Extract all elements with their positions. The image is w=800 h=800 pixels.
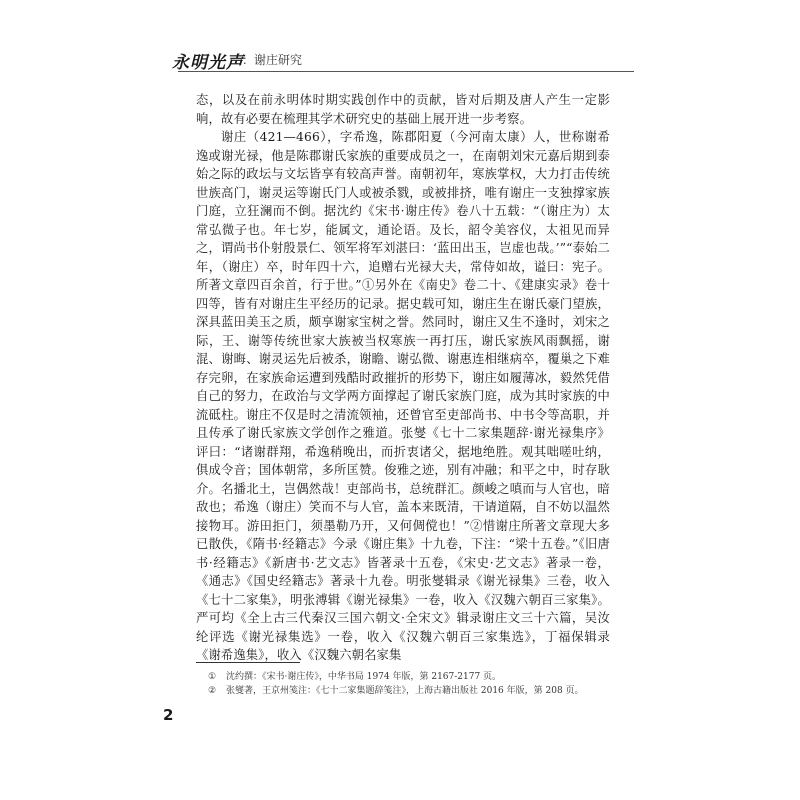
paragraph-continuation: 态，以及在前永明体时期实践创作中的贡献，皆对后期及唐人产生一定影响，故有必要在梳理其学术研究史的基础上展开进一步考察。 bbox=[196, 93, 610, 126]
footnote-rule bbox=[196, 662, 300, 663]
footnote bbox=[196, 670, 610, 684]
footnote-text: 张燮著，王京州笺注：《七十二家集题辞笺注》，上海古籍出版社 2016 年版，第 208 页。 bbox=[226, 686, 584, 696]
header-separator: ： bbox=[242, 53, 255, 67]
paragraph-xie-zhuang: 谢庄（421—466），字希逸，陈郡阳夏（今河南太康）人，世称谢希逸或谢光禄，他是陈郡谢氏家族的重要成员之一，在南朝刘宋元嘉后期到泰始之际的政坛与文坛皆享有较高声誉。南朝初年，寒族掌权，大力打击传统世族高门，谢灵运等谢氏门人或被杀戮，或被排挤，唯有谢庄一支独撑家族门庭，立狂澜而不倒。据沈约《宋书·谢庄传》卷八十五载：“（谢庄为）太常弘微子也。年七岁，能属文，通论语。及长，韶令美容仪，太祖见而异之，谓尚书仆射殷景仁、领军将军刘湛曰：‘蓝田出玉，岂虚也哉。’”“泰始二年，（谢庄）卒，时年四十六，追赠右光禄大夫，常侍如故，谥曰：宪子。所著文章四百余首，行于世。”①另外在《南史》卷二十、《建康实录》卷十四等，皆有对谢庄生平经历的记录。据史载可知，谢庄生在谢氏豪门望族，深具蓝田美玉之质，颇享谢家宝树之誉。然同时，谢庄又生不逢时，刘宋之际，王、谢等传统世家大族被当权寒族一再打压，谢氏家族风雨飘摇，谢混、谢晦、谢灵运先后被杀，谢瞻、谢弘微、谢惠连相继病卒，覆巢之下难存完卵，在家族命运遭到残酷时政摧折的形势下，谢庄如履薄冰，毅然凭借自己的努力，在政治与文学两方面撑起了谢氏家族门庭，成为其时家族的中流砥柱。谢庄不仅是时之清流领袖，还曾官至吏部尚书、中书令等高职，并且传承了谢氏家族文学创作之雅道。张燮《七十二家集题辞·谢光禄集序》评曰：“诸谢群翔，希逸稍晚出，而折衷诸父，据地绝胜。观其咄嗟吐纳，俱成令音；国体朝常，多所匡赞。俊雅之迹，别有冲融；和平之中，时存耿介。名播北土，岂偶然哉！吏部尚书，总统群汇。颜峻之嗔而与人官也，暗敌也；希逸（谢庄）笑而不与人官，盖本来既清，干请道隔，自不妨以温然接物耳。游田拒门，须墨勒乃开，又何倜傥也！”②惜谢庄所著文章现大多已散佚，《隋书·经籍志》今录《谢庄集》十九卷，下注：“梁十五卷。”《旧唐书·经籍志》《新唐书·艺文志》皆著录十五卷，《宋史·艺文志》著录一卷，《通志》《国史经籍志》著录十九卷。明张燮辑录《谢光禄集》三卷，收入《七十二家集》，明张溥辑《谢光禄集》一卷，收入《汉魏六朝百三家集》。严可均《全上古三代秦汉三国六朝文·全宋文》辑录谢庄文三十六篇，吴汝纶评选《谢光禄集选》一卷，收入《汉魏六朝百三家集选》，丁福保辑录《谢希逸集》，收入《汉魏六朝名家集 bbox=[196, 130, 610, 662]
running-header-book-title bbox=[242, 51, 302, 68]
header-rule bbox=[178, 71, 634, 72]
footnote-mark: ② bbox=[208, 686, 217, 696]
page-number: 2 bbox=[163, 706, 174, 724]
series-title: 永明光声 bbox=[172, 53, 244, 73]
footnote bbox=[196, 684, 610, 698]
footnotes bbox=[196, 670, 610, 698]
book-title: 谢庄研究 bbox=[254, 53, 303, 67]
footnote-text: 沈约撰：《宋书·谢庄传》，中华书局 1974 年版，第 2167-2177 页。 bbox=[226, 672, 502, 682]
footnote-mark: ① bbox=[208, 672, 217, 682]
body-text bbox=[196, 91, 610, 665]
